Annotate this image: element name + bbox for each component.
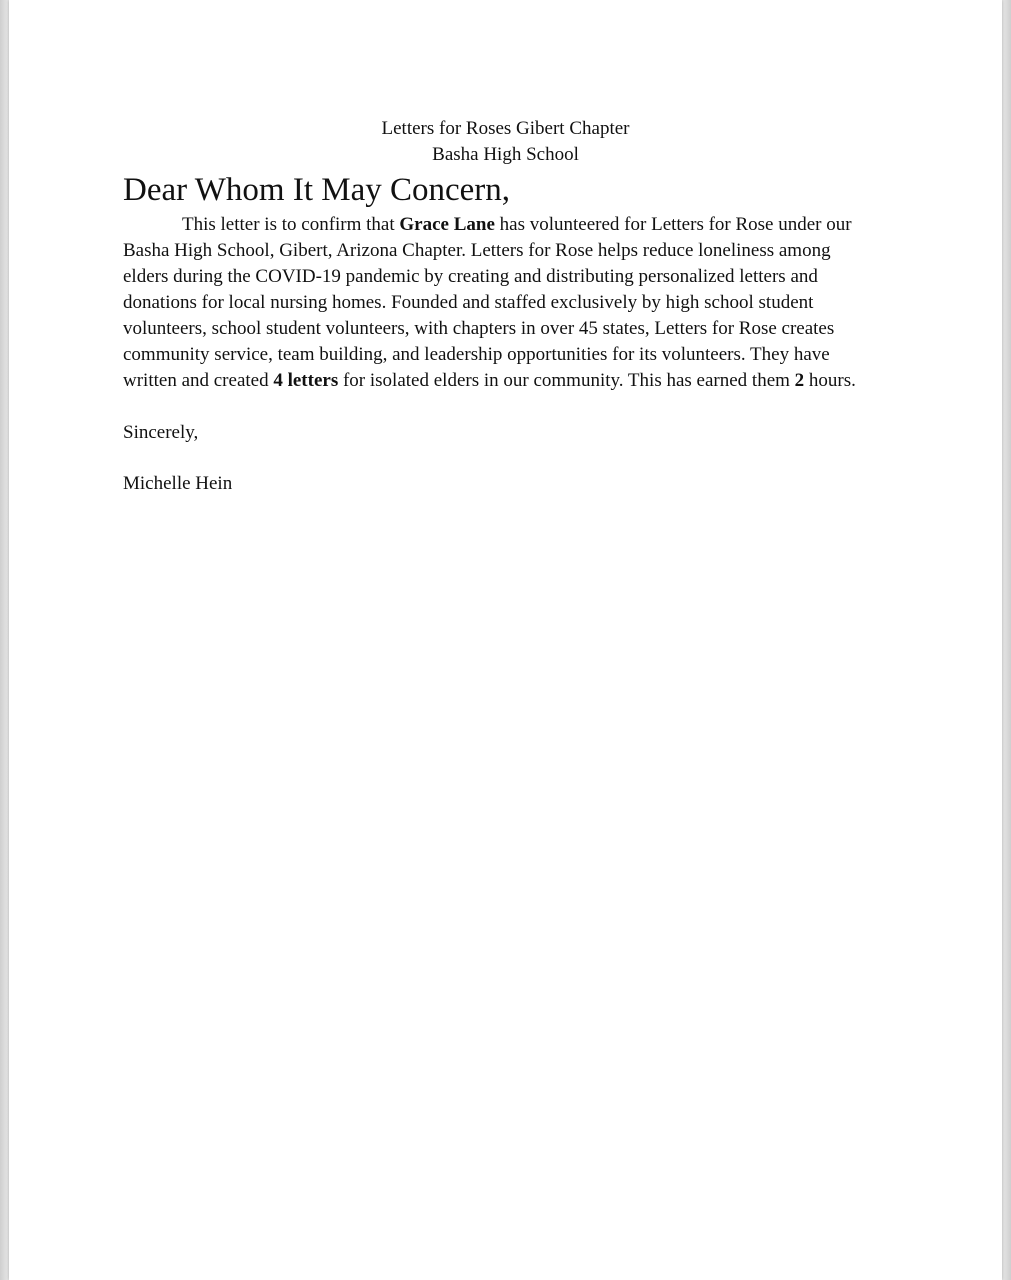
body-line-7 bbox=[123, 368, 893, 394]
hours-count: 2 bbox=[794, 370, 805, 391]
body-text-segment: for isolated elders in our community. This has earned them bbox=[338, 370, 795, 391]
salutation: Dear Whom It May Concern, bbox=[123, 172, 511, 208]
body-line-5: volunteers, school student volunteers, with chapters in over 45 states, Letters for Rose creates bbox=[123, 318, 835, 339]
letters-count: 4 letters bbox=[273, 370, 339, 391]
body-text-segment: has volunteered for Letters for Rose under our bbox=[494, 214, 852, 235]
body-line-2: Basha High School, Gibert, Arizona Chapter. Letters for Rose helps reduce loneliness among bbox=[123, 240, 831, 261]
volunteer-name: Grace Lane bbox=[399, 214, 495, 235]
closing: Sincerely, bbox=[123, 422, 199, 443]
body-line-3: elders during the COVID-19 pandemic by creating and distributing personalized letters and bbox=[123, 266, 818, 287]
body-text-segment: This letter is to confirm that bbox=[182, 214, 400, 235]
letterhead bbox=[9, 116, 1002, 168]
body-line-4: donations for local nursing homes. Founded and staffed exclusively by high school student bbox=[123, 292, 814, 313]
body-line-6: community service, team building, and leadership opportunities for its volunteers. They have bbox=[123, 344, 830, 365]
document-page bbox=[9, 0, 1002, 1280]
signature-name: Michelle Hein bbox=[123, 473, 233, 494]
body-text-segment: written and created bbox=[123, 370, 274, 391]
body-line-1 bbox=[123, 212, 893, 238]
letterhead-school: Basha High School bbox=[432, 144, 579, 165]
letter-body bbox=[123, 212, 893, 394]
body-text-segment: hours. bbox=[804, 370, 856, 391]
letterhead-chapter: Letters for Roses Gibert Chapter bbox=[381, 118, 630, 139]
